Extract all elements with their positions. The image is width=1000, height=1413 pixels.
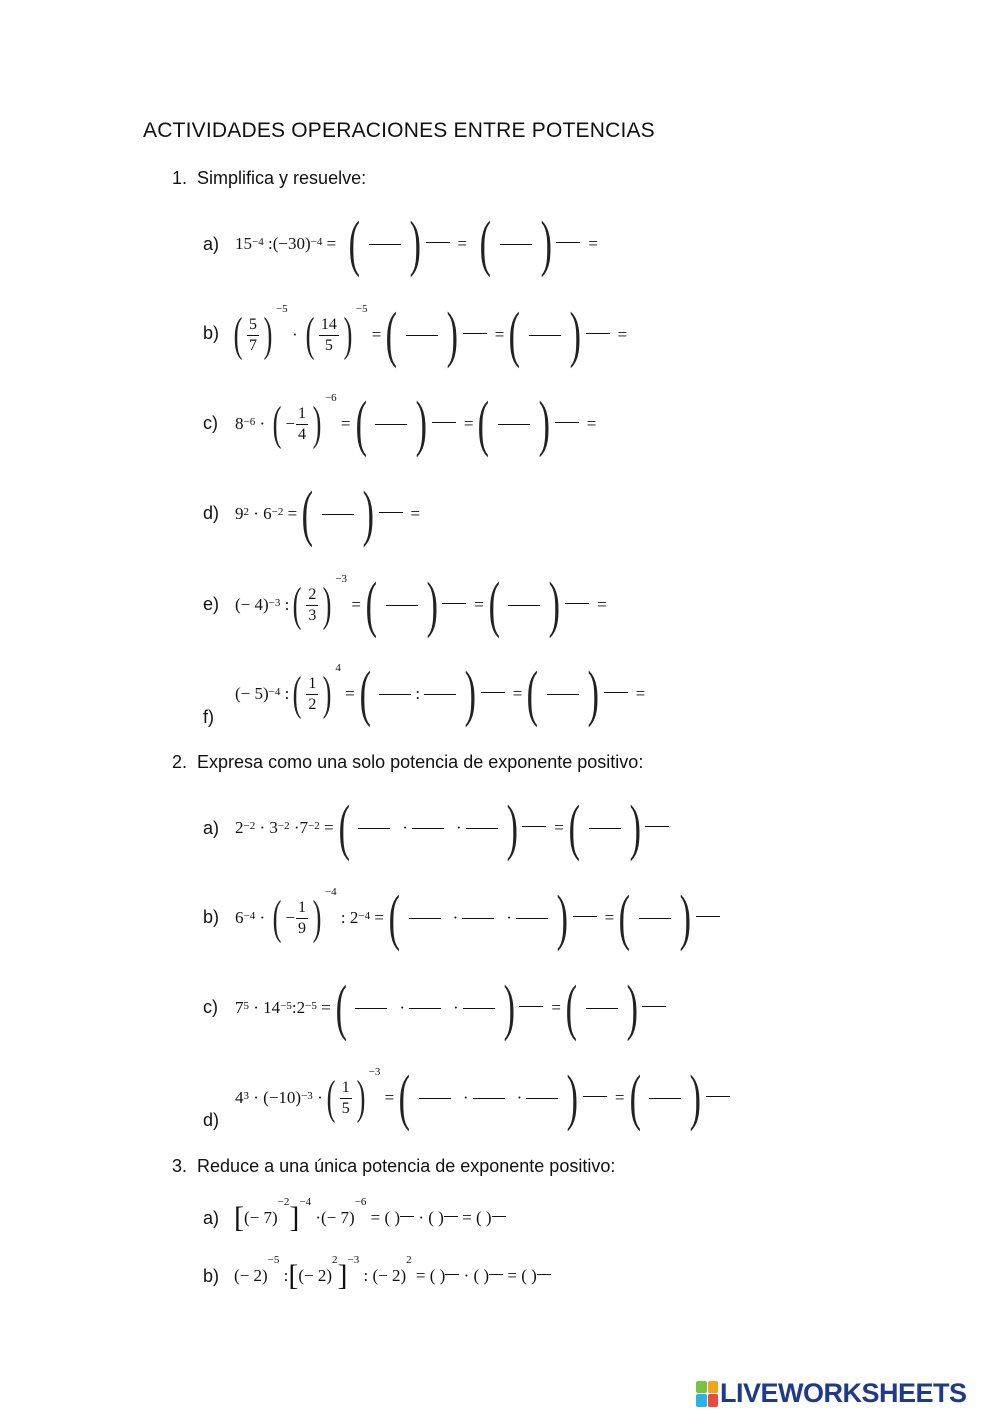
- answer-blank[interactable]: [586, 1008, 618, 1009]
- item-2a-label: a): [203, 818, 220, 838]
- answer-base-blank[interactable]: ( ): [521, 1266, 537, 1285]
- logo-square: [708, 1394, 719, 1407]
- section-2-heading: 2. Expresa como una solo potencia de exponente positivo:: [172, 752, 644, 772]
- answer-exponent-blank[interactable]: [604, 692, 628, 693]
- answer-blank[interactable]: [322, 514, 354, 515]
- answer-exponent-blank[interactable]: [400, 1216, 414, 1217]
- item-1d-expression: 9 $^2$ · 6 $^{-2}$ = ( ) =: [235, 480, 421, 548]
- answer-blank[interactable]: [412, 828, 444, 829]
- item-2b-label: b): [203, 907, 220, 927]
- answer-blank[interactable]: [424, 694, 456, 695]
- answer-exponent-blank[interactable]: [556, 242, 580, 243]
- answer-exponent-blank[interactable]: [519, 1006, 543, 1007]
- item-1e-label: e): [203, 594, 220, 614]
- item-1e-expression: (− 4) $^{-3}$ : ( $\frac{2}{3}$ ) $^{-3}$ = ( ) = ( ) =: [235, 571, 607, 639]
- answer-exponent-blank[interactable]: [586, 333, 610, 334]
- page-title: ACTIVIDADES OPERACIONES ENTRE POTENCIAS: [143, 119, 655, 142]
- answer-blank[interactable]: [500, 244, 532, 245]
- item-2d-label: d): [203, 1110, 220, 1130]
- answer-blank[interactable]: [529, 335, 561, 336]
- answer-blank[interactable]: [386, 605, 418, 606]
- answer-exponent-blank[interactable]: [426, 242, 450, 243]
- answer-exponent-blank[interactable]: [379, 512, 403, 513]
- item-2d-expression: 4 $^3$ · (−10) $^{-3}$ · ( $\frac{1}{5}$ ) $^{-3}$ = ( · · ) = ( ): [235, 1068, 730, 1128]
- item-3a-expression: [ (− 7) $^{-2}$ ] $^{-4}$ · (− 7) $^{-6}$ = ( ) · ( ) = ( ): [234, 1198, 506, 1238]
- answer-exponent-blank[interactable]: [522, 826, 546, 827]
- item-2c-expression: 7 $^5$ · 14 $^{-5}$ : 2 $^{-5}$ = ( · · ) = ( ): [235, 978, 666, 1038]
- item-1a-label: a): [203, 234, 220, 254]
- item-1b-label: b): [203, 323, 220, 343]
- answer-exponent-blank[interactable]: [573, 916, 597, 917]
- answer-base-blank[interactable]: ( ): [384, 1208, 401, 1227]
- answer-blank[interactable]: [462, 918, 494, 919]
- answer-blank[interactable]: [406, 335, 438, 336]
- answer-blank[interactable]: [355, 1008, 387, 1009]
- item-3b-label: b): [203, 1266, 220, 1286]
- answer-exponent-blank[interactable]: [706, 1096, 730, 1097]
- logo-square: [708, 1381, 719, 1394]
- liveworksheets-logo: [696, 1378, 967, 1409]
- answer-exponent-blank[interactable]: [696, 916, 720, 917]
- item-1b-expression: ( $\frac{5}{7}$ ) $^{-5}$ · ( $\frac{14}{5}$ ) $^{-5}$ = ( ) = ( ) =: [233, 301, 628, 369]
- answer-blank[interactable]: [379, 694, 411, 695]
- item-2b-expression: 6 $^{-4}$ · ( − $\frac{1}{9}$ ) $^{-4}$ : 2 $^{-4}$ = ( · · ) = ( ): [235, 888, 720, 948]
- answer-exponent-blank[interactable]: [565, 603, 589, 604]
- answer-blank[interactable]: [516, 918, 548, 919]
- answer-blank[interactable]: [419, 1098, 451, 1099]
- answer-blank[interactable]: [526, 1098, 558, 1099]
- section-3-heading: 3. Reduce a una única potencia de exponente positivo:: [172, 1156, 616, 1176]
- item-2c-label: c): [203, 997, 218, 1017]
- section-1-heading: 1. Simplifica y resuelve:: [172, 168, 367, 188]
- item-3a-label: a): [203, 1208, 220, 1228]
- answer-blank[interactable]: [409, 1008, 441, 1009]
- answer-exponent-blank[interactable]: [463, 333, 487, 334]
- answer-blank[interactable]: [375, 424, 407, 425]
- answer-blank[interactable]: [589, 828, 621, 829]
- item-1a-expression: 15 $^{-4}$ : (−30) $^{-4}$ = ( ) = ( ) =: [235, 210, 598, 278]
- answer-base-blank[interactable]: ( ): [475, 1208, 492, 1227]
- answer-exponent-blank[interactable]: [642, 1006, 666, 1007]
- item-1c-expression: 8 $^{-6}$ · ( − $\frac{1}{4}$ ) $^{-6}$ = ( ) = ( ) =: [235, 390, 597, 458]
- answer-blank[interactable]: [473, 1098, 505, 1099]
- answer-exponent-blank[interactable]: [537, 1274, 551, 1275]
- answer-blank[interactable]: [498, 424, 530, 425]
- answer-blank[interactable]: [508, 605, 540, 606]
- answer-blank[interactable]: [369, 244, 401, 245]
- item-1f-expression: (− 5) $^{-4}$ : ( $\frac{1}{2}$ ) $^4$ = ( : ) = ( ) =: [235, 660, 646, 728]
- item-2a-expression: 2 $^{-2}$ · 3 $^{-2}$ · 7 $^{-2}$ = ( · · ) = ( ): [235, 798, 669, 858]
- item-1c-label: c): [203, 413, 218, 433]
- answer-blank[interactable]: [639, 918, 671, 919]
- logo-text: LIVEWORKSHEETS: [720, 1378, 967, 1408]
- logo-square: [696, 1394, 707, 1407]
- answer-exponent-blank[interactable]: [492, 1216, 506, 1217]
- answer-exponent-blank[interactable]: [555, 422, 579, 423]
- answer-base-blank[interactable]: ( ): [428, 1208, 444, 1227]
- answer-blank[interactable]: [547, 694, 579, 695]
- logo-square: [696, 1381, 707, 1394]
- item-1d-label: d): [203, 503, 220, 523]
- answer-exponent-blank[interactable]: [583, 1096, 607, 1097]
- answer-exponent-blank[interactable]: [444, 1216, 458, 1217]
- answer-exponent-blank[interactable]: [445, 1274, 459, 1275]
- answer-base-blank[interactable]: ( ): [429, 1266, 446, 1285]
- answer-blank[interactable]: [649, 1098, 681, 1099]
- answer-exponent-blank[interactable]: [645, 826, 669, 827]
- answer-exponent-blank[interactable]: [481, 692, 505, 693]
- answer-blank[interactable]: [409, 918, 441, 919]
- answer-exponent-blank[interactable]: [489, 1274, 503, 1275]
- item-1f-label: f): [203, 707, 214, 727]
- answer-blank[interactable]: [463, 1008, 495, 1009]
- answer-exponent-blank[interactable]: [442, 603, 466, 604]
- logo-icon: [696, 1381, 718, 1407]
- answer-exponent-blank[interactable]: [432, 422, 456, 423]
- answer-blank[interactable]: [466, 828, 498, 829]
- answer-blank[interactable]: [358, 828, 390, 829]
- item-3b-expression: (− 2) $^{-5}$ : [ (− 2) $^2$ ] $^{-3}$ : (− 2) $^2$ = ( ) · ( ) = ( ): [234, 1256, 551, 1296]
- answer-base-blank[interactable]: ( ): [473, 1266, 490, 1285]
